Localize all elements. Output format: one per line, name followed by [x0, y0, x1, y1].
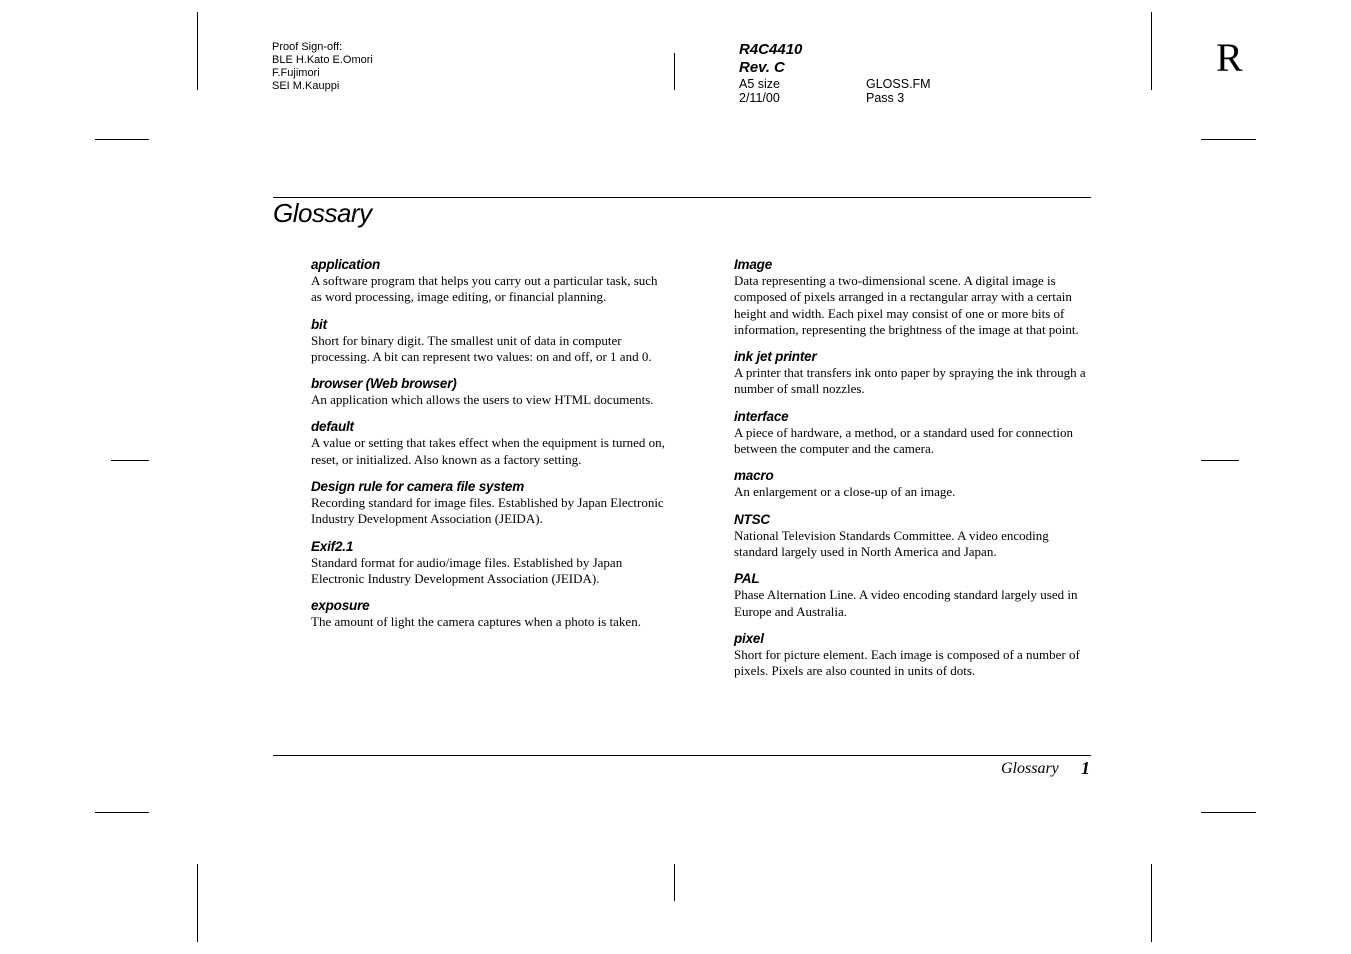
footer-section: Glossary [1001, 760, 1059, 777]
glossary-term: ink jet printer [734, 349, 817, 365]
document-id [739, 41, 802, 77]
glossary-term: interface [734, 408, 789, 424]
revision: Rev. C [739, 59, 785, 76]
footer-rule [273, 755, 1091, 756]
crop-mark [197, 864, 198, 942]
meta-right [866, 77, 931, 105]
glossary-term: NTSC [734, 511, 770, 527]
glossary-entry [311, 256, 671, 306]
glossary-column-left [311, 256, 671, 641]
glossary-entry [311, 478, 671, 528]
crop-mark [95, 812, 149, 813]
glossary-definition: A piece of hardware, a method, or a standard used for connection between the computer and the camera. [734, 424, 1073, 457]
proof-line: F.Fujimori [272, 67, 320, 79]
glossary-term: Image [734, 257, 773, 272]
glossary-definition: An enlargement or a close-up of an image. [734, 484, 956, 500]
page-title: Glossary [273, 198, 372, 228]
glossary-definition: Short for picture element. Each image is composed of a number of pixels. Pixels are also counted in units of dots. [734, 646, 1080, 679]
glossary-term: application [311, 257, 381, 272]
glossary-term: browser (Web browser) [311, 376, 457, 392]
crop-mark [1201, 812, 1256, 813]
glossary-entry [734, 511, 1092, 561]
corner-letter: R [1216, 35, 1243, 80]
proof-line: BLE H.Kato E.Omori [272, 54, 373, 66]
glossary-entry [734, 256, 1092, 338]
glossary-entry [734, 570, 1092, 620]
glossary-entry [311, 375, 671, 408]
glossary-definition: Data representing a two-dimensional scene. A digital image is composed of pixels arranged in a rectangular array with a certain height and width. Each pixel may consist of one or more bits of information, representing the brightness of the image at that point. [734, 273, 1079, 337]
revision-date: 2/11/00 [739, 91, 780, 105]
glossary-definition: A software program that helps you carry out a particular task, such as word processing, image editing, or financial planning. [311, 273, 658, 305]
glossary-entry [734, 408, 1092, 458]
glossary-term: default [311, 419, 354, 435]
glossary-entry [311, 538, 671, 588]
meta-left [739, 77, 780, 105]
glossary-term: pixel [734, 630, 764, 646]
glossary-entry [311, 316, 671, 366]
glossary-term: bit [311, 316, 327, 332]
glossary-entry [311, 597, 671, 630]
file-name: GLOSS.FM [866, 77, 931, 91]
crop-mark [1201, 460, 1239, 461]
crop-mark [674, 53, 675, 90]
glossary-definition: Short for binary digit. The smallest unit of data in computer processing. A bit can represent two values: on and off, or 1 and 0. [311, 332, 652, 364]
proof-line: Proof Sign-off: [272, 41, 343, 53]
glossary-definition: A printer that transfers ink onto paper by spraying the ink through a number of small nozzles. [734, 365, 1086, 397]
glossary-term: PAL [734, 571, 760, 587]
glossary-definition: Phase Alternation Line. A video encoding standard largely used in Europe and Australia. [734, 587, 1078, 619]
crop-mark [1201, 139, 1256, 140]
glossary-term: exposure [311, 598, 370, 614]
glossary-definition: National Television Standards Committee. A video encoding standard largely used in North America and Japan. [734, 527, 1049, 559]
crop-mark [1151, 12, 1152, 90]
pass-number: Pass 3 [866, 91, 905, 105]
glossary-definition: A value or setting that takes effect when the equipment is turned on, reset, or initialized. Also known as a factory setting. [311, 435, 665, 467]
title-rule [273, 197, 1091, 198]
glossary-column-right [734, 256, 1092, 689]
glossary-term: Design rule for camera file system [311, 479, 525, 495]
proof-signoff [272, 41, 373, 93]
crop-mark [1151, 864, 1152, 942]
proof-line: SEI M.Kauppi [272, 80, 340, 92]
crop-mark [674, 864, 675, 901]
glossary-entry [311, 418, 671, 468]
crop-mark [197, 12, 198, 90]
glossary-term: macro [734, 468, 774, 484]
glossary-term: Exif2.1 [311, 538, 354, 554]
crop-mark [111, 460, 149, 461]
glossary-definition: The amount of light the camera captures when a photo is taken. [311, 614, 641, 630]
glossary-definition: Standard format for audio/image files. Established by Japan Electronic Industry Development Association (JEIDA). [311, 554, 623, 586]
crop-mark [95, 139, 149, 140]
glossary-entry [734, 348, 1092, 398]
page-number: 1 [1081, 758, 1090, 778]
page-size: A5 size [739, 77, 780, 91]
glossary-entry [734, 467, 1092, 500]
glossary-definition: An application which allows the users to view HTML documents. [311, 392, 654, 408]
glossary-definition: Recording standard for image files. Established by Japan Electronic Industry Development Association (JEIDA). [311, 495, 664, 527]
glossary-entry [734, 630, 1092, 680]
model-number: R4C4410 [739, 41, 803, 58]
